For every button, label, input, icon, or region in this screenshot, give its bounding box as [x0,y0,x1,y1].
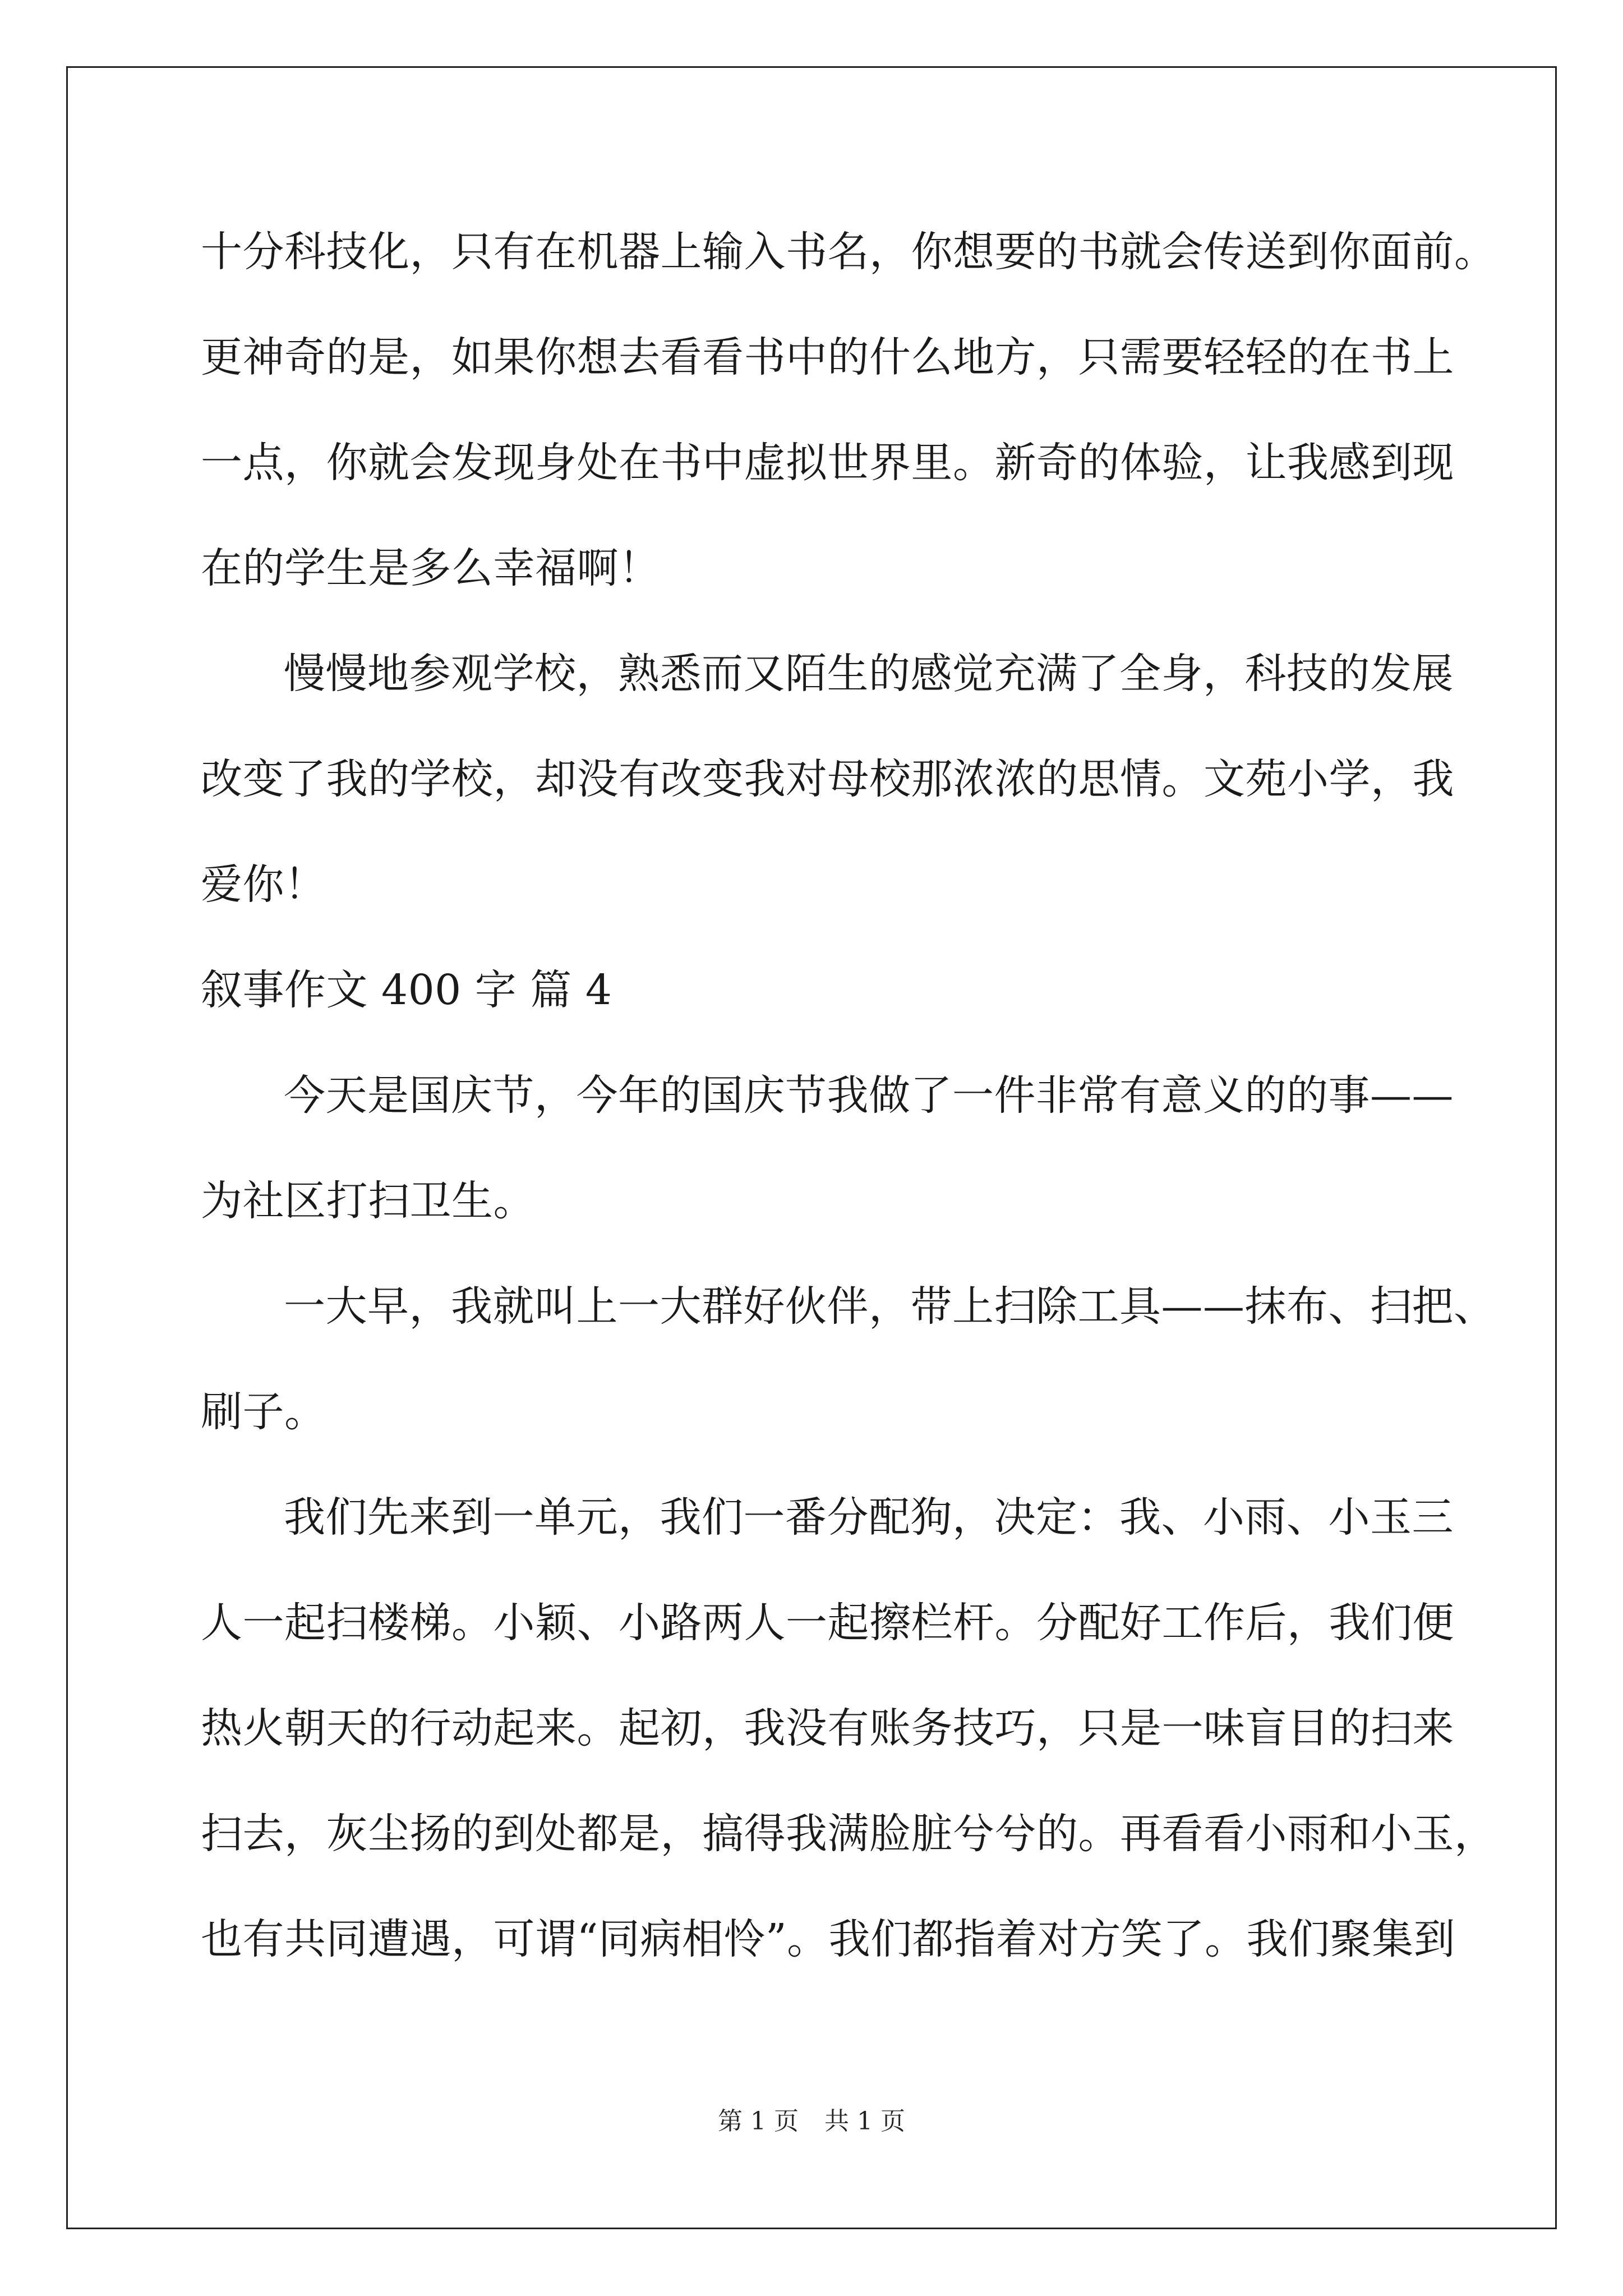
text-line: 一大早，我就叫上一大群好伙伴，带上扫除工具——抹布、扫把、 [284,1282,1496,1331]
text-line: 人一起扫楼梯。小颖、小路两人一起擦栏杆。分配好工作后，我们便 [201,1599,1454,1647]
text-line: 改变了我的学校，却没有改变我对母校那浓浓的思情。文苑小学，我 [201,755,1454,803]
text-line: 热火朝天的行动起来。起初，我没有账务技巧，只是一味盲目的扫来 [201,1704,1454,1752]
text-line: 也有共同遭遇，可谓“同病相怜”。我们都指着对方笑了。我们聚集到 [201,1915,1456,1963]
text-line: 在的学生是多么幸福啊！ [201,544,661,592]
page-number-total: 共 1 页 [824,2107,905,2136]
text-line: 十分科技化，只有在机器上输入书名，你想要的书就会传送到你面前。 [201,228,1496,276]
text-line: 慢慢地参观学校，熟悉而又陌生的感觉充满了全身，科技的发展 [284,650,1454,698]
text-line: 我们先来到一单元，我们一番分配狗，决定：我、小雨、小玉三 [284,1493,1454,1542]
text-line: 今天是国庆节，今年的国庆节我做了一件非常有意义的的事—— [284,1071,1454,1120]
text-line: 一点，你就会发现身处在书中虚拟世界里。新奇的体验，让我感到现 [201,439,1454,487]
page-footer [0,2105,1623,2138]
document-body [201,199,1496,1992]
text-line: 刷子。 [201,1388,326,1436]
text-line: 爱你！ [201,861,326,909]
text-line: 扫去，灰尘扬的到处都是，搞得我满脸脏兮兮的。再看看小雨和小玉， [201,1810,1496,1858]
text-line: 更神奇的是，如果你想去看看书中的什么地方，只需要轻轻的在书上 [201,333,1454,381]
text-line: 为社区打扫卫生。 [201,1177,535,1225]
page-number-current: 第 1 页 [718,2107,799,2136]
section-heading: 叙事作文 400 字 篇 4 [201,966,612,1014]
